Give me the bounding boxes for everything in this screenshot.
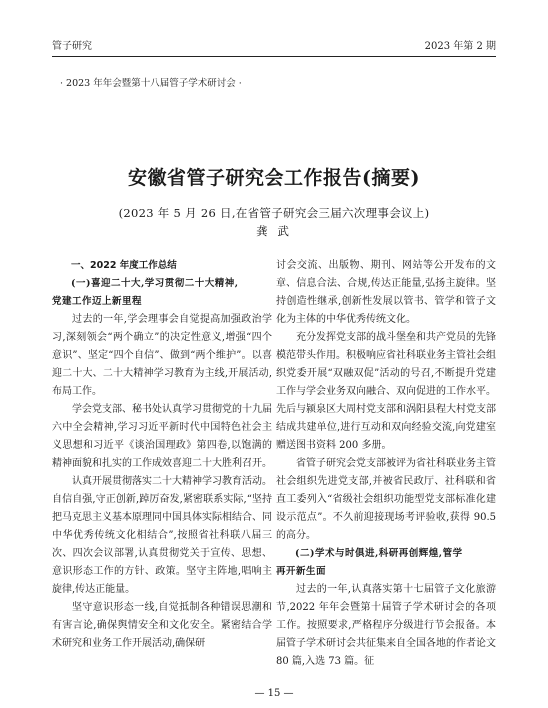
body-paragraph: 认真开展贯彻落实二十大精神学习教育活动。自信自强,守正创新,踔厉奋发,紧密联系实际,“坚持把马克思主义基本原理同中国具体实际相结合、同中华优秀传统文化相结合”,按照省社科联八届三次、四次会议部署,认真贯彻党关于宣传、思想、意识形态工作的方针、政策。坚守主阵地,唱响主旋律,传达正能量。 <box>52 476 272 595</box>
body-paragraph-continuation: 讨会交流、出版物、期刊、网站等公开发布的文章、信息合法、合规,传达正能量,弘扬主旋律。坚持创造性继承,创新性发展以管书、管学和管子文化为主体的中华优秀传统文化。 <box>276 260 496 325</box>
issue-number: 2023 年第 2 期 <box>424 41 496 52</box>
header-rule <box>52 56 496 57</box>
sub-heading: (二)学术与时俱进,科研再创辉煌,管学 <box>295 548 463 559</box>
body-paragraph: 充分发挥党支部的战斗堡垒和共产党员的先锋模范带头作用。积极响应省社科联业务主管社会组织党委开展“双融双促”活动的号召,不断提升党建工作与学会业务双向融合、双向促进的工作水平。先后与颍泉区大周村党支部和涡阳县程大村党支部结成共建单位,进行互动和双向经验交流,向党建室赠送图书资料 200 多册。 <box>276 332 496 451</box>
body-paragraph: 过去的一年,认真落实第十七届管子文化旅游节,2022 年年会暨第十届管子学术研讨会的各项工作。按照要求,严格程序分级进行节会报备。本届管子学术研讨会共征集来自全国各地的作者论文 80 篇,入选 73 篇。征 <box>276 584 496 667</box>
section-heading: 一、2022 年度工作总结 <box>71 260 177 271</box>
column-label: · 2023 年年会暨第十八届管子学术研讨会 · <box>60 78 242 89</box>
sub-heading-continuation: 再开新生面 <box>276 566 327 577</box>
article-author: 龚 武 <box>256 224 292 238</box>
running-head <box>52 41 496 53</box>
journal-name: 管子研究 <box>52 41 92 52</box>
body-paragraph: 学会党支部、秘书处认真学习贯彻党的十九届六中全会精神,学习习近平新时代中国特色社会主义思想和习近平《谈治国理政》第四卷,以饱满的精神面貌和扎实的工作成效喜迎二十大胜利召开。 <box>52 404 272 469</box>
left-column <box>52 257 272 653</box>
article-subtitle: (2023 年 5 月 26 日,在省管子研究会三届六次理事会议上) <box>118 206 430 220</box>
article-title: 安徽省管子研究会工作报告(摘要) <box>128 167 420 189</box>
body-paragraph: 省管子研究会党支部被评为省社科联业务主管社会组织先进党支部,并被省民政厅、社科联和省直工委列入“省级社会组织功能型党支部标准化建设示范点”。不久前迎接现场考评验收,获得 90.5 的高分。 <box>276 458 496 541</box>
body-paragraph: 过去的一年,学会理事会自觉提高加强政治学习,深刻领会“两个确立”的决定性意义,增强“四个意识”、坚定“四个自信”、做到“两个维护”。以喜迎二十大、二十大精神学习教育为主线,开展活动,布局工作。 <box>52 314 272 397</box>
page-number: — 15 — <box>254 688 294 699</box>
right-column <box>276 257 496 671</box>
sub-heading: (一)喜迎二十大,学习贯彻二十大精神, <box>71 278 239 289</box>
sub-heading-continuation: 党建工作迈上新里程 <box>52 296 143 307</box>
body-paragraph: 坚守意识形态一线,自觉抵制各种错误思潮和有害言论,确保舆情安全和文化安全。紧密结合学术研究和业务工作开展活动,确保研 <box>52 602 272 649</box>
